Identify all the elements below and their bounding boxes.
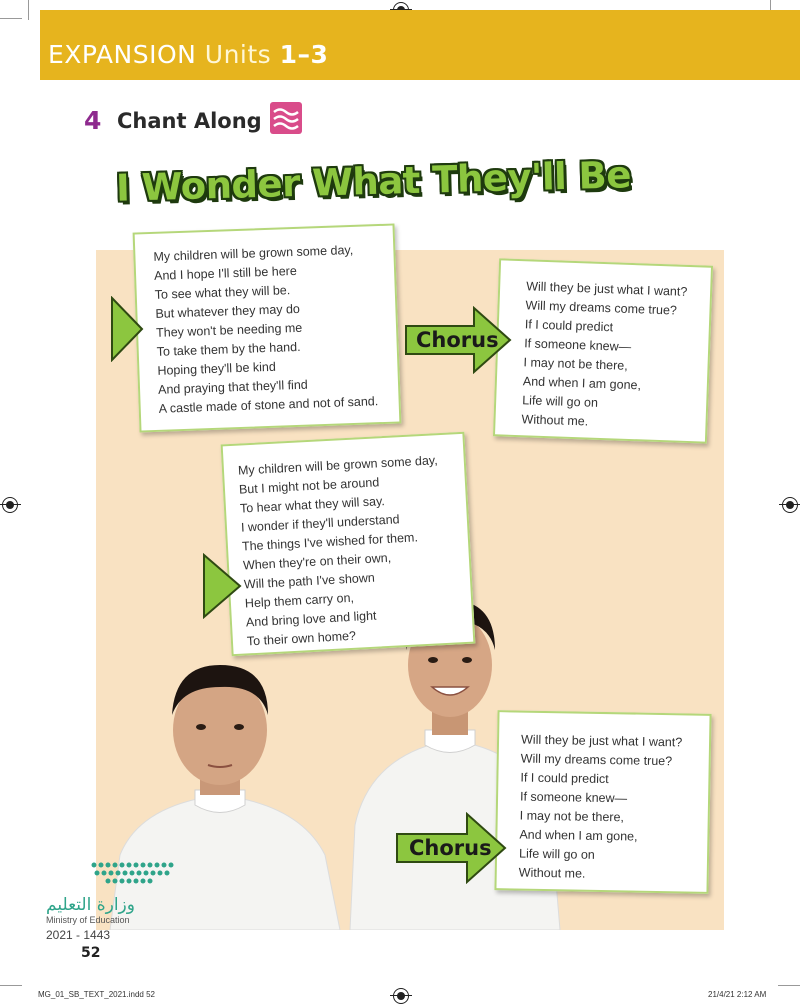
- verse-1-lines: [153, 240, 399, 419]
- chorus-line: Life will go on: [518, 846, 595, 862]
- chorus-line: I may not be there,: [523, 355, 628, 373]
- verse-line: Help them carry on,: [244, 590, 355, 611]
- verse-line: But whatever they may do: [155, 301, 301, 321]
- edition-year: 2021 - 1443: [46, 928, 111, 942]
- chorus-line: And when I am gone,: [522, 374, 642, 393]
- verse-line: The things I've wished for them.: [241, 530, 419, 554]
- chant-along-icon: [270, 102, 302, 134]
- verse-line: And praying that they'll find: [157, 377, 308, 397]
- verse-line: They won't be needing me: [155, 320, 303, 340]
- chorus-line: And when I am gone,: [519, 827, 638, 844]
- verse-1-card: [133, 223, 402, 432]
- verse-2-lines: [238, 450, 474, 652]
- verse-line: To hear what they will say.: [239, 494, 386, 516]
- crop-mark: [778, 985, 800, 986]
- page-number: 52: [81, 945, 101, 961]
- print-file-label: MG_01_SB_TEXT_2021.indd 52: [38, 990, 155, 999]
- chorus-1-lines: [521, 277, 710, 435]
- chorus-line: Without me.: [521, 412, 589, 429]
- banner-main: EXPANSION: [48, 40, 197, 69]
- print-timestamp: 21/4/21 2:12 AM: [708, 990, 767, 999]
- ministry-logo-icon: [90, 855, 180, 891]
- chorus-line: If I could predict: [520, 770, 609, 787]
- verse-line: A castle made of stone and not of sand.: [158, 394, 379, 416]
- registration-mark-icon: [393, 988, 409, 1004]
- verse-line: I wonder if they'll understand: [240, 512, 400, 535]
- verse-line: To see what they will be.: [154, 283, 291, 302]
- verse-1-play-arrow-icon: [110, 296, 144, 362]
- chorus-line: Without me.: [518, 865, 586, 881]
- banner-title: [48, 40, 328, 69]
- registration-mark-icon: [2, 497, 18, 513]
- chorus-line: Will my dreams come true?: [525, 298, 678, 318]
- banner-range: 1–3: [279, 40, 329, 69]
- verse-line: And I hope I'll still be here: [153, 263, 298, 283]
- verse-2-play-arrow-icon: [202, 553, 242, 619]
- verse-line: To their own home?: [246, 628, 357, 649]
- verse-line: Hoping they'll be kind: [157, 359, 277, 378]
- section-title: Chant Along: [117, 109, 262, 133]
- crop-mark: [28, 0, 29, 20]
- ministry-arabic-name: وزارة التعليم: [46, 895, 135, 915]
- chorus-line: Will they be just what I want?: [525, 279, 688, 299]
- banner-units: Units: [204, 40, 272, 69]
- crop-mark: [0, 985, 22, 986]
- chorus-line: If I could predict: [524, 317, 614, 335]
- chorus-1-card: [493, 258, 713, 443]
- verse-line: My children will be grown some day,: [153, 242, 354, 264]
- crop-mark: [0, 18, 22, 19]
- chorus-line: If someone knew—: [519, 789, 628, 806]
- verse-line: Will the path I've shown: [243, 570, 376, 592]
- verse-line: And bring love and light: [245, 608, 377, 630]
- registration-mark-icon: [782, 497, 798, 513]
- chorus-line: Will they be just what I want?: [520, 732, 683, 750]
- verse-line: But I might not be around: [238, 475, 380, 497]
- verse-line: My children will be grown some day,: [237, 453, 438, 478]
- verse-2-card: [221, 432, 476, 656]
- chorus-line: If someone knew—: [523, 336, 632, 354]
- ministry-english-name: Ministry of Education: [46, 915, 130, 925]
- chorus-line: Will my dreams come true?: [520, 751, 673, 769]
- chorus-line: I may not be there,: [519, 808, 625, 825]
- chorus-2-card: [494, 710, 711, 894]
- chorus-line: Life will go on: [521, 393, 599, 410]
- chorus-2-lines: [519, 731, 710, 886]
- verse-line: When they're on their own,: [242, 550, 392, 573]
- verse-line: To take them by the hand.: [156, 339, 301, 359]
- chorus-2-label: Chorus: [409, 836, 492, 860]
- poem-title: I Wonder What They'll Be: [115, 153, 632, 210]
- section-number: 4: [84, 106, 102, 135]
- chorus-1-label: Chorus: [416, 328, 499, 352]
